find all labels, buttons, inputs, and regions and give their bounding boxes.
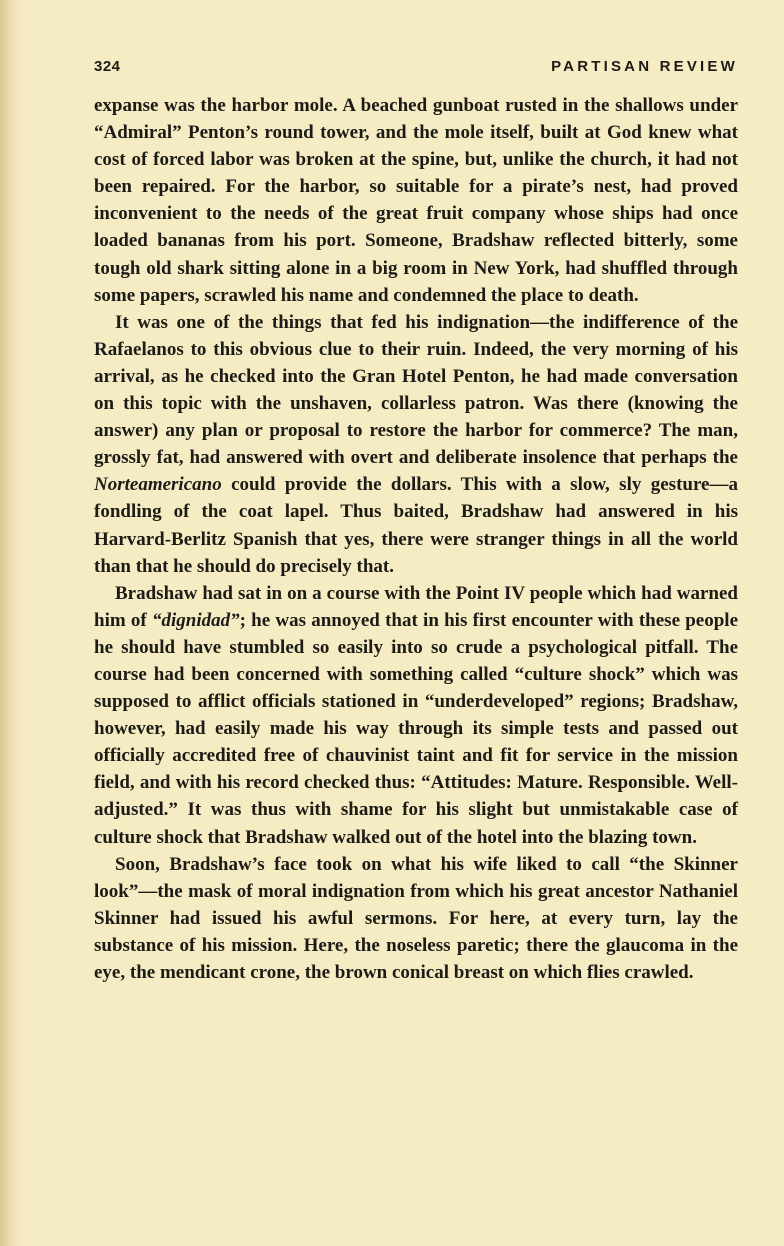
paragraph [94,309,738,580]
paragraph-text: Soon, Bradshaw’s face took on what his wife liked to call “the Skinner look”—the mask of moral indignation from which his great ancestor Nathaniel Skinner had issued his awful sermons. For here, at every turn, lay the substance of his mission. Here, the noseless paretic; there the glaucoma in the eye, the mendicant crone, the brown conical breast on which flies crawled. [94,853,738,983]
paragraph [94,851,738,986]
italic-term: Norteamericano [94,474,222,496]
paragraph-text: It was one of the things that fed his indignation—the indifference of the Rafaelanos to this obvious clue to their ruin. Indeed, the very morning of his arrival, as he checked into the Gran Hotel Penton, he had made conversation on this topic with the unshaven, collarless patron. Was there (knowing the answer) any plan or proposal to restore the harbor for commerce? The man, grossly fat, had answered with overt and deliberate insolence that perhaps the [94,311,738,469]
book-page [94,58,738,986]
running-head [94,58,738,82]
paragraph-text: Bradshaw had sat in on a course with the Point IV people which had warned him of [94,582,738,631]
page-binding-edge [0,0,22,1246]
paragraph-text: expanse was the harbor mole. A beached gunboat rusted in the shallows under “Admiral” Penton’s round tower, and the mole itself, built at God knew what cost of forced labor was broken at the spine, but, unlike the church, it had not been repaired. For the harbor, so suitable for a pirate’s nest, had proved inconvenient to the needs of the great fruit company whose ships had once loaded bananas from his port. Someone, Bradshaw reflected bitterly, some tough old shark sitting alone in a big room in New York, had shuffled through some papers, scrawled his name and condemned the place to death. [94,95,738,306]
paragraph-text: could provide the dollars. This with a slow, sly gesture—a fondling of the coat lapel. Thus baited, Bradshaw had answered in his Harvard-Berlitz Spanish that yes, there were stranger things in all the world than that he should do precisely that. [94,474,738,577]
paragraph [94,580,738,851]
paragraph [94,92,738,309]
body-text [94,92,738,986]
paragraph-text: ; he was annoyed that in his first encounter with these people he should have stumbled so easily into so crude a psychological pitfall. The course had been concerned with something called “culture shock” which was supposed to afflict officials stationed in “underdeveloped” regions; Bradshaw, however, had easily made his way through its simple tests and passed out officially accredited free of chauvinist taint and fit for service in the mission field, and with his record checked thus: “Attitudes: Mature. Responsible. Well-adjusted.” It was thus with shame for his slight but unmistakable case of culture shock that Bradshaw walked out of the hotel into the blazing town. [94,609,739,848]
journal-title: PARTISAN REVIEW [551,58,738,75]
italic-term: “dignidad” [151,609,240,631]
page-number: 324 [94,58,121,75]
